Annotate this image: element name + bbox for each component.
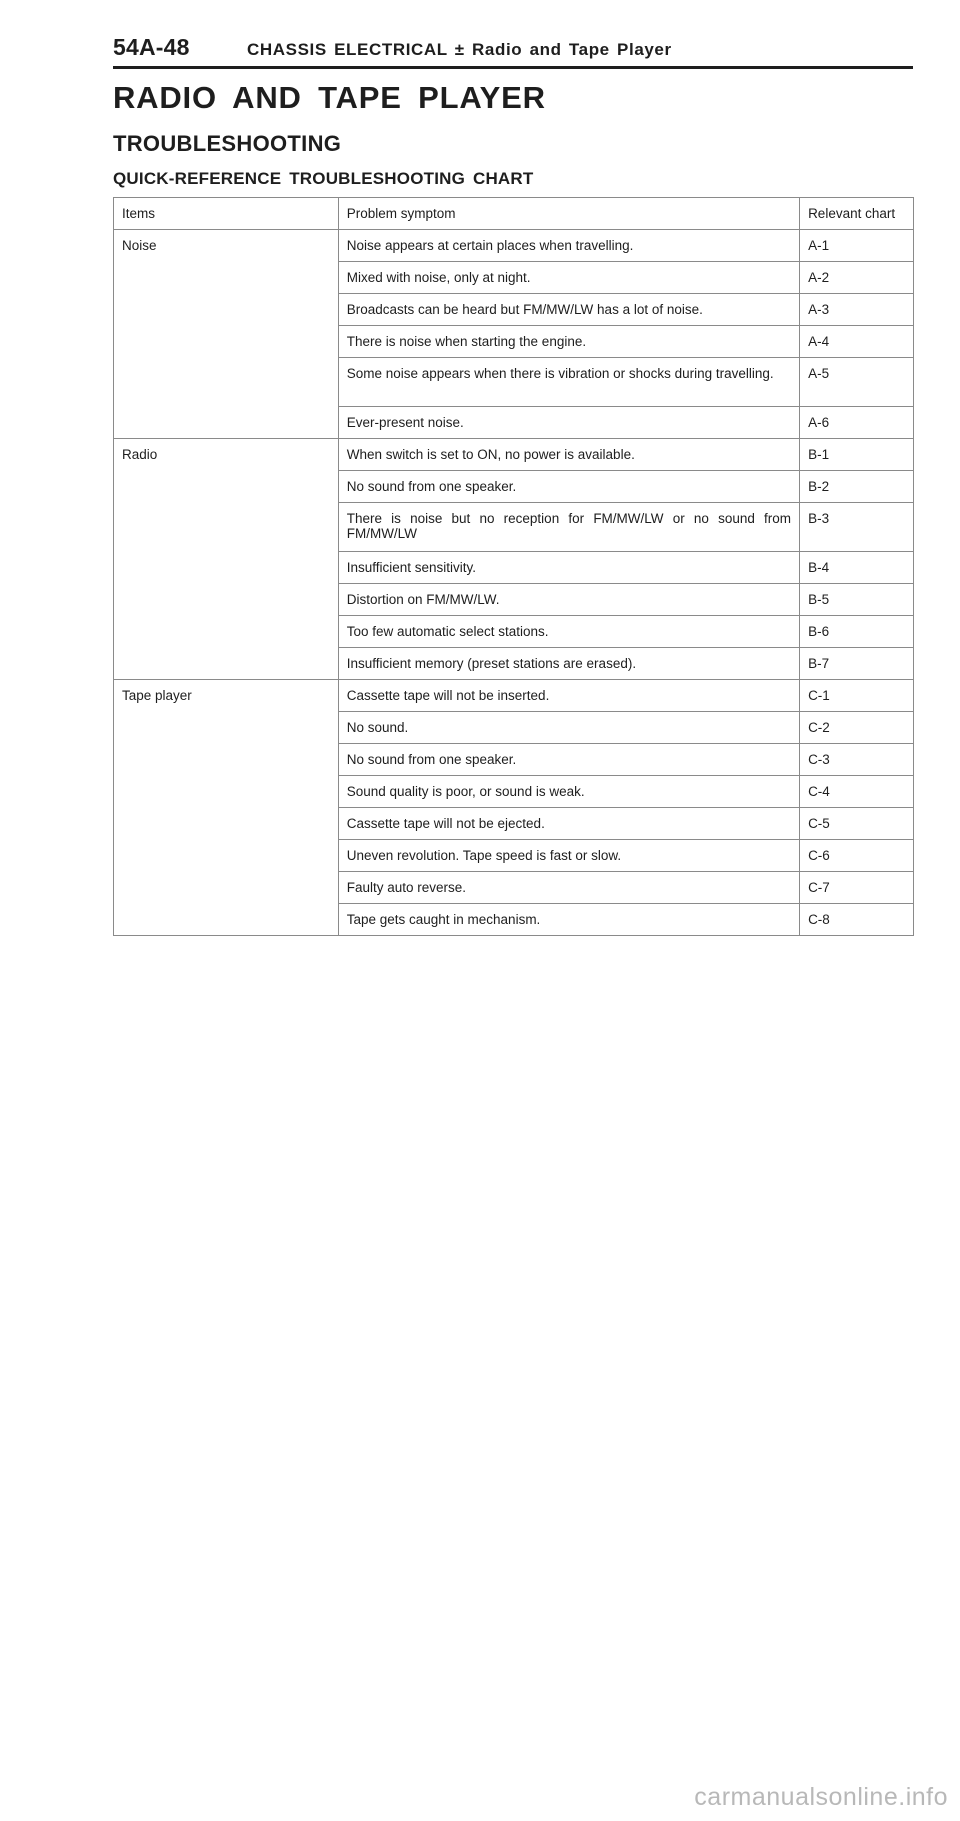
- troubleshooting-chart-table: [113, 197, 914, 936]
- item-category-cell: Radio: [114, 439, 339, 680]
- relevant-chart-cell: A-4: [800, 326, 914, 358]
- problem-symptom-cell: Tape gets caught in mechanism.: [338, 904, 799, 936]
- problem-symptom-cell: Distortion on FM/MW/LW.: [338, 584, 799, 616]
- problem-symptom-cell: Sound quality is poor, or sound is weak.: [338, 776, 799, 808]
- relevant-chart-cell: C-6: [800, 840, 914, 872]
- page-title: RADIO AND TAPE PLAYER: [113, 80, 546, 115]
- relevant-chart-cell: C-5: [800, 808, 914, 840]
- relevant-chart-cell: A-6: [800, 407, 914, 439]
- relevant-chart-cell: C-8: [800, 904, 914, 936]
- relevant-chart-cell: C-7: [800, 872, 914, 904]
- header-problem-symptom: Problem symptom: [338, 198, 799, 230]
- item-category-cell: Noise: [114, 230, 339, 439]
- subsection-title: QUICK-REFERENCE TROUBLESHOOTING CHART: [113, 169, 534, 188]
- table-row: [114, 230, 914, 262]
- problem-symptom-cell: No sound.: [338, 712, 799, 744]
- problem-symptom-cell: Too few automatic select stations.: [338, 616, 799, 648]
- relevant-chart-cell: B-7: [800, 648, 914, 680]
- problem-symptom-cell: Cassette tape will not be inserted.: [338, 680, 799, 712]
- relevant-chart-cell: A-3: [800, 294, 914, 326]
- table-row: [114, 439, 914, 471]
- problem-symptom-cell: Noise appears at certain places when travelling.: [338, 230, 799, 262]
- relevant-chart-cell: B-5: [800, 584, 914, 616]
- relevant-chart-cell: B-6: [800, 616, 914, 648]
- header-divider: [113, 66, 913, 69]
- item-category-cell: Tape player: [114, 680, 339, 936]
- relevant-chart-cell: B-2: [800, 471, 914, 503]
- relevant-chart-cell: B-1: [800, 439, 914, 471]
- problem-symptom-cell: No sound from one speaker.: [338, 744, 799, 776]
- problem-symptom-cell: There is noise but no reception for FM/MW/LW or no sound from FM/MW/LW: [338, 503, 799, 552]
- problem-symptom-cell: There is noise when starting the engine.: [338, 326, 799, 358]
- table-row: [114, 680, 914, 712]
- relevant-chart-cell: C-3: [800, 744, 914, 776]
- relevant-chart-cell: A-5: [800, 358, 914, 407]
- relevant-chart-cell: A-1: [800, 230, 914, 262]
- header-relevant-chart: Relevant chart: [800, 198, 914, 230]
- problem-symptom-cell: Faulty auto reverse.: [338, 872, 799, 904]
- relevant-chart-cell: A-2: [800, 262, 914, 294]
- problem-symptom-cell: Insufficient sensitivity.: [338, 552, 799, 584]
- problem-symptom-cell: No sound from one speaker.: [338, 471, 799, 503]
- problem-symptom-cell: Mixed with noise, only at night.: [338, 262, 799, 294]
- problem-symptom-cell: Ever-present noise.: [338, 407, 799, 439]
- running-title: CHASSIS ELECTRICAL ± Radio and Tape Player: [247, 40, 672, 59]
- problem-symptom-cell: Insufficient memory (preset stations are erased).: [338, 648, 799, 680]
- chart-table-body: [114, 198, 914, 936]
- section-title: TROUBLESHOOTING: [113, 131, 342, 156]
- page-number: 54A-48: [113, 34, 190, 60]
- relevant-chart-cell: B-4: [800, 552, 914, 584]
- problem-symptom-cell: Uneven revolution. Tape speed is fast or slow.: [338, 840, 799, 872]
- problem-symptom-cell: When switch is set to ON, no power is available.: [338, 439, 799, 471]
- relevant-chart-cell: B-3: [800, 503, 914, 552]
- relevant-chart-cell: C-4: [800, 776, 914, 808]
- watermark: carmanualsonline.info: [694, 1783, 948, 1811]
- problem-symptom-cell: Broadcasts can be heard but FM/MW/LW has a lot of noise.: [338, 294, 799, 326]
- problem-symptom-cell: Cassette tape will not be ejected.: [338, 808, 799, 840]
- problem-symptom-cell: Some noise appears when there is vibration or shocks during travelling.: [338, 358, 799, 407]
- table-header-row: [114, 198, 914, 230]
- header-items: Items: [114, 198, 339, 230]
- relevant-chart-cell: C-2: [800, 712, 914, 744]
- relevant-chart-cell: C-1: [800, 680, 914, 712]
